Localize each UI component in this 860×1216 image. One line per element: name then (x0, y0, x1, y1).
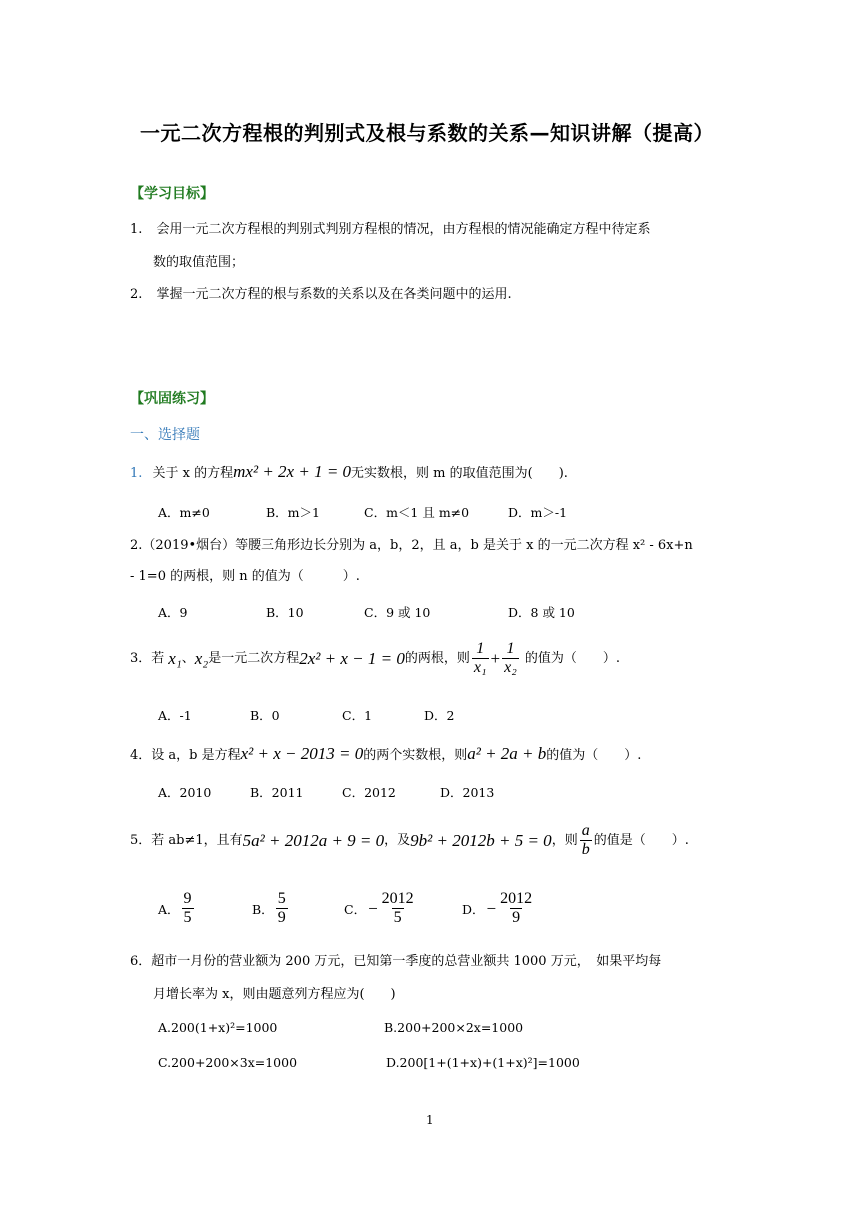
option-d: D．2013 (440, 785, 495, 800)
separator: 、 (181, 650, 195, 666)
question-text: ，则 (551, 832, 578, 848)
option-d (462, 890, 536, 927)
question-2: 2.（2019•烟台）等腰三角形边长分别为 a，b，2，且 a，b 是关于 x 的一元二次方程 x² - 6x+n (130, 538, 693, 553)
question-5-options (158, 890, 578, 934)
question-text: 的值为（ ）. (524, 650, 620, 666)
option-fraction (182, 890, 194, 927)
equation: x² + x − 2013 = 0 (240, 744, 364, 763)
option-c: C．2012 (342, 785, 396, 800)
question-text: 是一元二次方程 (208, 650, 300, 666)
question-text: 关于 x 的方程 (152, 466, 234, 481)
question-text: 4．设 a，b 是方程 (130, 748, 241, 763)
question-number: 1. (130, 466, 143, 481)
question-text: 无实数根，则 m 的取值范围为( ). (351, 466, 568, 481)
option-d: D．8 或 10 (508, 605, 575, 620)
equation: 5a² + 2012a + 9 = 0 (242, 830, 385, 850)
option-fraction (380, 890, 416, 927)
fraction-denominator: x₁ (473, 659, 487, 676)
option-c: C.200+200×3x=1000 (158, 1055, 298, 1070)
option-a: A．-1 (158, 708, 192, 723)
question-text: 的两根，则 (404, 650, 470, 666)
option-fraction (498, 890, 534, 927)
option-label: C． (344, 901, 367, 917)
fraction-numerator: 1 (506, 640, 515, 657)
question-6: 6．超市一月份的营业额为 200 万元，已知第一季度的总营业额共 1000 万元， 如果平均每 (130, 954, 662, 969)
page-number: 1 (426, 1113, 434, 1127)
fraction-denominator: b (581, 841, 590, 858)
question-2-continued: - 1=0 的两根，则 n 的值为（ ）. (130, 569, 360, 584)
practice-heading: 【巩固练习】 (130, 391, 214, 407)
fraction-numerator: 1 (476, 640, 485, 657)
equation: 9b² + 2012b + 5 = 0 (410, 830, 552, 850)
fraction-1-over-x1 (472, 640, 489, 677)
option-a: A．2010 (158, 785, 212, 800)
objective-text: 掌握一元二次方程的根与系数的关系以及在各类问题中的运用. (156, 287, 512, 302)
variable-x1: x₁ (168, 648, 182, 668)
option-label: A． (158, 901, 180, 917)
objective-item-2 (130, 285, 512, 305)
question-5 (130, 822, 689, 859)
option-b (252, 890, 290, 927)
option-b: B．10 (266, 605, 304, 620)
option-a: A.200(1+x)²=1000 (158, 1020, 278, 1035)
option-label: D． (462, 901, 485, 917)
option-a: A．m≠0 (158, 505, 210, 520)
fraction-1-over-x2 (502, 640, 519, 677)
fraction-denominator: 9 (512, 909, 521, 926)
fraction-numerator: 2012 (381, 890, 414, 907)
question-text: 的值是（ ）. (593, 832, 689, 848)
option-b: B.200+200×2x=1000 (384, 1020, 524, 1035)
fraction-numerator: 2012 (500, 890, 533, 907)
option-c: C．m＜1 且 m≠0 (364, 505, 470, 520)
choice-section-heading: 一、选择题 (130, 427, 200, 443)
question-3 (130, 640, 620, 677)
question-6-continued: 月增长率为 x，则由题意列方程应为( ) (153, 987, 396, 1002)
option-a (158, 890, 196, 927)
objective-number: 1. (130, 222, 143, 237)
variable-x2: x₂ (194, 648, 209, 668)
option-label: B． (252, 901, 274, 917)
objective-number: 2. (130, 287, 143, 302)
question-4 (130, 744, 641, 766)
question-text: ，及 (384, 832, 411, 848)
option-fraction (276, 890, 288, 927)
equation: mx² + 2x + 1 = 0 (233, 462, 352, 481)
option-b: B．2011 (250, 785, 304, 800)
fraction-numerator: 9 (183, 890, 192, 907)
fraction-denominator: 9 (277, 909, 286, 926)
fraction-denominator: 5 (183, 909, 192, 926)
option-sign: − (368, 898, 378, 918)
option-b: B．0 (250, 708, 280, 723)
fraction-denominator: x₂ (504, 659, 517, 676)
objective-item-1-continued: 数的取值范围； (153, 255, 245, 270)
option-b: B．m＞1 (266, 505, 320, 520)
question-text: 的两个实数根，则 (363, 748, 468, 763)
fraction-denominator: 5 (393, 909, 402, 926)
fraction-a-over-b (580, 822, 592, 859)
objectives-heading: 【学习目标】 (130, 186, 214, 202)
question-text: 3．若 (130, 650, 165, 666)
option-c: C．1 (342, 708, 373, 723)
equation: 2x² + x − 1 = 0 (299, 648, 405, 668)
option-c (344, 890, 418, 927)
question-text: 5．若 ab≠1，且有 (130, 832, 243, 848)
document-title: 一元二次方程根的判别式及根与系数的关系—知识讲解（提高） (140, 121, 714, 145)
option-sign: − (486, 898, 497, 918)
objective-item-1 (130, 220, 651, 240)
option-d: D．2 (424, 708, 455, 723)
question-1 (130, 462, 568, 484)
option-d: D．m＞-1 (508, 505, 568, 520)
expression: a² + 2a + b (467, 744, 547, 763)
objective-text: 会用一元二次方程根的判别式判别方程根的情况，由方程根的情况能确定方程中待定系 (156, 222, 651, 237)
option-d: D.200[1+(1+x)+(1+x)²]=1000 (386, 1055, 580, 1070)
question-text: 的值为（ ）. (546, 748, 642, 763)
option-a: A．9 (158, 605, 188, 620)
fraction-numerator: a (581, 822, 590, 839)
plus-sign: + (490, 648, 501, 668)
option-c: C．9 或 10 (364, 605, 431, 620)
fraction-numerator: 5 (277, 890, 286, 907)
